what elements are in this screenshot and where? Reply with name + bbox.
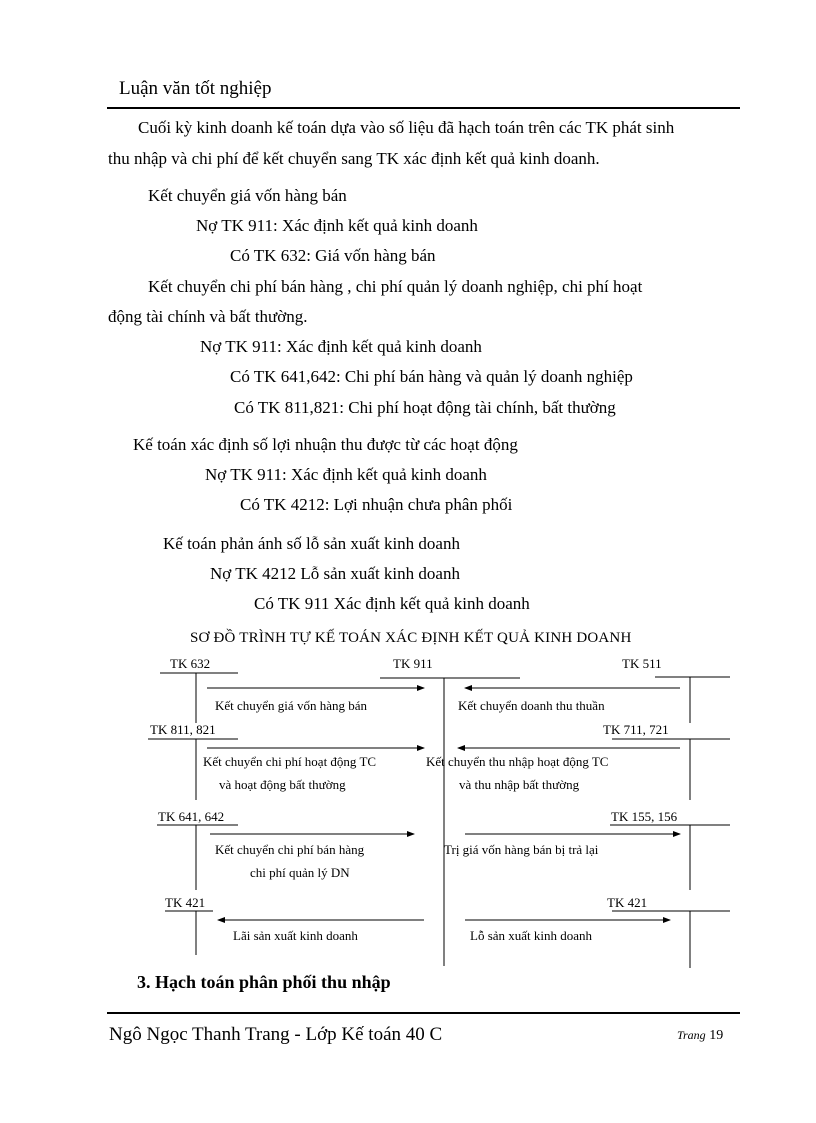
label-cp-bh-2: chi phí quản lý DN (250, 865, 350, 880)
s2-debit: Nợ TK 911: Xác định kết quả kinh doanh (200, 337, 482, 356)
footer-divider (107, 1012, 740, 1014)
tk155-label: TK 155, 156 (611, 809, 678, 824)
s4-debit: Nợ TK 4212 Lỗ sản xuất kinh doanh (210, 564, 460, 583)
page-number-value: 19 (709, 1028, 724, 1043)
label-tn-tc-2: và thu nhập bất thường (459, 777, 580, 792)
label-cp-tc-2: và hoạt động bất thường (219, 777, 346, 792)
s3-credit: Có TK 4212: Lợi nhuận chưa phân phối (240, 495, 513, 514)
section-heading: 3. Hạch toán phân phối thu nhập (137, 972, 391, 992)
tk711-label: TK 711, 721 (603, 722, 669, 737)
label-tra-lai: Trị giá vốn hàng bán bị trả lại (444, 842, 599, 857)
footer-author: Ngô Ngọc Thanh Trang - Lớp Kế toán 40 C (109, 1024, 443, 1045)
page-word: Trang (677, 1028, 706, 1042)
label-lo: Lỗ sản xuất kinh doanh (470, 928, 593, 943)
tk632-label: TK 632 (170, 656, 211, 671)
s2-credit-1: Có TK 641,642: Chi phí bán hàng và quản lý doanh nghiệp (230, 367, 633, 386)
s3-title: Kế toán xác định số lợi nhuận thu được từ các hoạt động (133, 435, 518, 454)
label-tn-tc-1: Kết chuyển thu nhập hoạt động TC (426, 754, 609, 769)
header-title: Luận văn tốt nghiệp (119, 78, 272, 99)
s2-line-2: động tài chính và bất thường. (108, 307, 308, 326)
s1-debit: Nợ TK 911: Xác định kết quả kinh doanh (196, 216, 478, 235)
tk421-right-label: TK 421 (607, 895, 648, 910)
tk511-label: TK 511 (622, 656, 662, 671)
tk811-label: TK 811, 821 (150, 722, 216, 737)
s3-debit: Nợ TK 911: Xác định kết quả kinh doanh (205, 465, 487, 484)
page-number (677, 1028, 723, 1044)
intro-line-2: thu nhập và chi phí để kết chuyển sang TK xác định kết quả kinh doanh. (108, 149, 600, 168)
s4-credit: Có TK 911 Xác định kết quả kinh doanh (254, 594, 530, 613)
tk421-left-label: TK 421 (165, 895, 206, 910)
label-cp-tc-1: Kết chuyển chi phí hoạt động TC (203, 754, 377, 769)
s4-title: Kế toán phản ánh số lỗ sản xuất kinh doanh (163, 534, 460, 553)
label-gia-von: Kết chuyển giá vốn hàng bán (215, 698, 367, 713)
tk641-label: TK 641, 642 (158, 809, 225, 824)
label-lai: Lãi sản xuất kinh doanh (233, 928, 358, 943)
tk911-label: TK 911 (393, 656, 433, 671)
s2-line-1: Kết chuyển chi phí bán hàng , chi phí quản lý doanh nghiệp, chi phí hoạt (148, 277, 643, 296)
label-doanh-thu: Kết chuyển doanh thu thuần (458, 698, 605, 713)
diagram-title: SƠ ĐỒ TRÌNH TỰ KẾ TOÁN XÁC ĐỊNH KẾT QUẢ KINH DOANH (190, 630, 632, 646)
s1-credit: Có TK 632: Giá vốn hàng bán (230, 246, 436, 265)
intro-line-1: Cuối kỳ kinh doanh kế toán dựa vào số liệu đã hạch toán trên các TK phát sinh (138, 118, 675, 137)
s2-credit-2: Có TK 811,821: Chi phí hoạt động tài chính, bất thường (234, 398, 616, 417)
label-cp-bh-1: Kết chuyển chi phí bán hàng (215, 842, 365, 857)
s1-title: Kết chuyển giá vốn hàng bán (148, 186, 347, 205)
